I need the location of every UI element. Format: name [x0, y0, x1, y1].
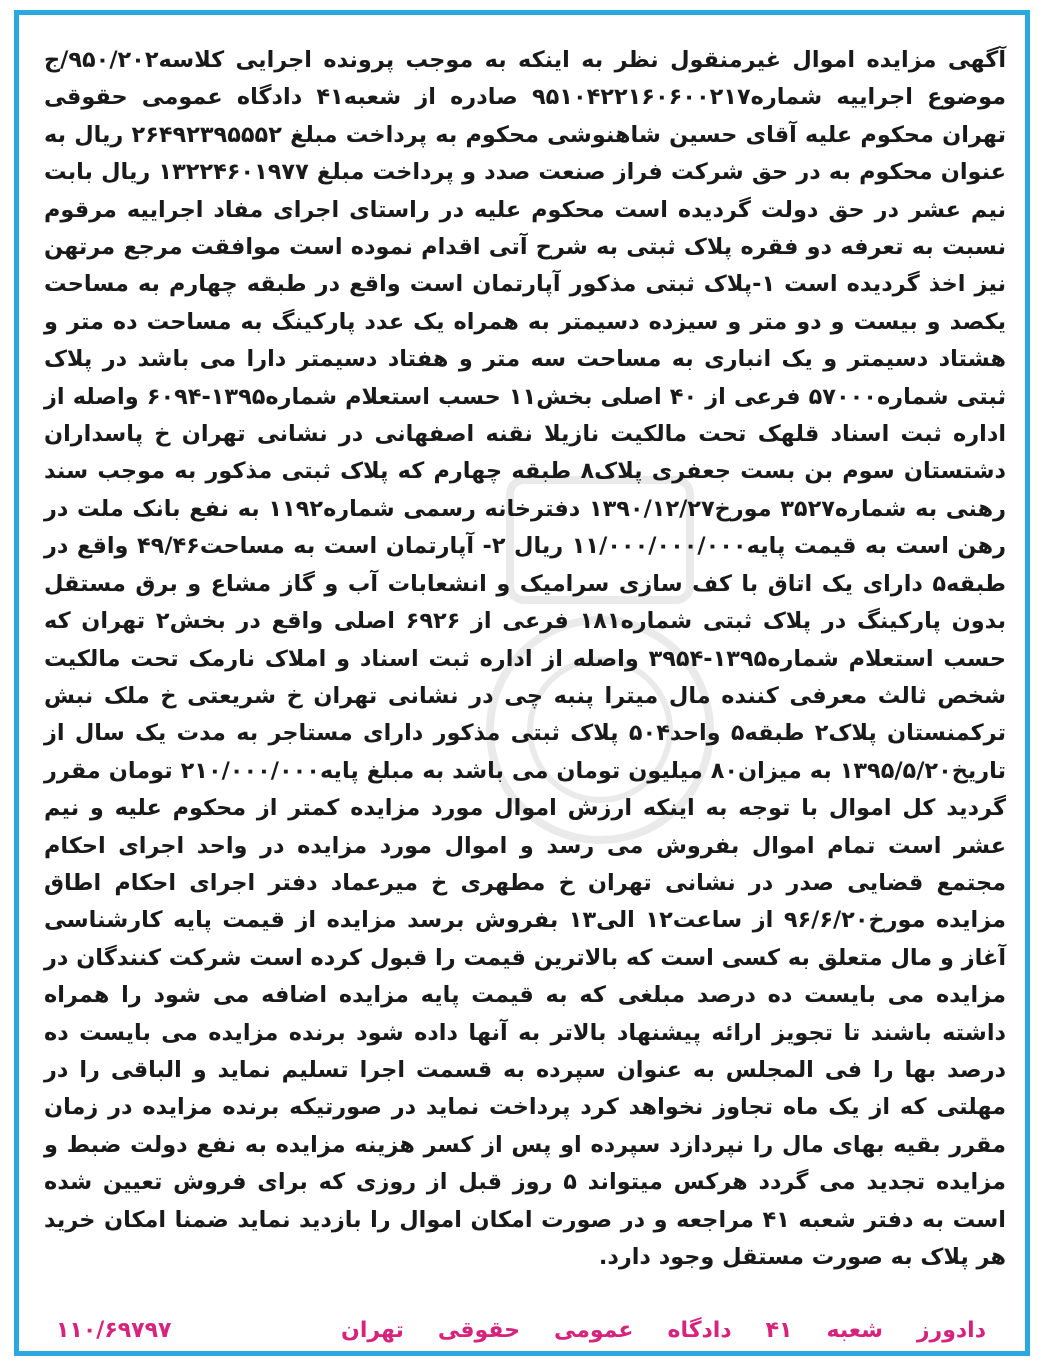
- notice-footer: [56, 1318, 986, 1354]
- footer-signature: [307, 1318, 986, 1343]
- signature-word: شعبه: [826, 1318, 883, 1343]
- signature-word: دادورز: [916, 1318, 986, 1343]
- signature-word: حقوقی: [437, 1318, 520, 1343]
- footer-reference-code: ۱۱۰/۶۹۷۹۷: [56, 1318, 172, 1343]
- signature-word: عمومی: [554, 1318, 634, 1343]
- signature-word: تهران: [341, 1318, 404, 1343]
- signature-word: دادگاه: [667, 1318, 732, 1343]
- notice-body-text: آگهی مزایده اموال غیرمنقول نظر به اینکه به موجب پرونده اجرایی کلاسه۹۵۰/۲۰۲/ج موضوع اجراییه شماره۹۵۱۰۴۲۲۱۶۰۶۰۰۲۱۷ صادره از شعبه۴۱ دادگاه عمومی حقوقی تهران محکوم علیه آقای حسین شاهنوشی محکوم به پرداخت مبلغ ۲۶۴۹۲۳۹۵۵۵۲ ریال به عنوان محکوم به در حق شرکت فراز صنعت صدد و پرداخت مبلغ ۱۳۲۲۴۶۰۱۹۷۷ ریال بابت نیم عشر در حق دولت گردیده است محکوم علیه در راستای اجرای مفاد اجراییه مرقوم نسبت به تعرفه دو فقره پلاک ثبتی به شرح آتی اقدام نموده است موافقت مرجع مرتهن نیز اخذ گردیده است ۱-پلاک ثبتی مذکور آپارتمان است واقع در طبقه چهارم به مساحت یکصد و بیست و دو متر و سیزده دسیمتر به همراه یک عدد پارکینگ به مساحت ده متر و هشتاد دسیمتر و یک انباری به مساحت سه متر و هفتاد دسیمتر دارا می باشد در پلاک ثبتی شماره۵۷۰۰۰ فرعی از ۴۰ اصلی بخش۱۱ حسب استعلام شماره۱۳۹۵-۶۰۹۴ واصله از اداره ثبت اسناد قلهک تحت مالکیت نازیلا نقنه اصفهانی در نشانی تهران خ پاسداران دشتستان سوم بن بست جعفری پلاک۸ طبقه چهارم که پلاک ثبتی مذکور به موجب سند رهنی به شماره۳۵۲۷ مورخ۱۳۹۰/۱۲/۲۷ دفترخانه رسمی شماره۱۱۹۲ به نفع بانک ملت در رهن است به قیمت پایه۱۱/۰۰۰/۰۰۰/۰۰۰ ریال ۲- آپارتمان است به مساحت۴۹/۴۶ واقع در طبقه۵ دارای یک اتاق با کف سازی سرامیک و انشعابات آب و گاز مشاع و برق مستقل بدون پارکینگ در پلاک ثبتی شماره۱۸۱ فرعی از ۶۹۲۶ اصلی واقع در بخش۲ تهران که حسب استعلام شماره۱۳۹۵-۳۹۵۴ واصله از اداره ثبت اسناد و املاک نارمک تحت مالکیت شخص ثالث معرفی کننده مال میترا پنبه چی در نشانی تهران خ شریعتی خ ملک نبش ترکمنستان پلاک۲ طبقه۵ واحد۵۰۴ پلاک ثبتی مذکور دارای مستاجر به مدت یک سال از تاریخ۱۳۹۵/۵/۲۰ به میزان۸۰ میلیون تومان می باشد به مبلغ پایه۲۱۰/۰۰۰/۰۰۰ تومان مقرر گردید کل اموال با توجه به اینکه ارزش اموال مورد مزایده کمتر از محکوم علیه و نیم عشر است تمام اموال بفروش می رسد و اموال مورد مزایده در واحد اجرای احکام مجتمع قضایی صدر در نشانی تهران خ مطهری خ میرعماد دفتر اجرای احکام اطاق مزایده مورخ۹۶/۶/۲۰ از ساعت۱۲ الی۱۳ بفروش برسد مزایده از قیمت پایه کارشناسی آغاز و مال متعلق به کسی است که بالاترین قیمت را قبول کرده است شرکت کنندگان در مزایده می بایست ده درصد مبلغی که به قیمت پایه مزایده اضافه می شود را همراه داشته باشند تا تجویز ارائه پیشنهاد بالاتر به آنها داده شود برنده مزایده می بایست ده درصد بها را فی المجلس به عنوان سپرده به قسمت اجرا تسلیم نماید و الباقی را در مهلتی که از یک ماه تجاوز نخواهد کرد پرداخت نماید در صورتیکه برنده مزایده در زمان مقرر بقیه بهای مال را نپردازد سپرده او پس از کسر هزینه مزایده به نفع دولت ضبط و مزایده تجدید می گردد هرکس میتواند ۵ روز قبل از روزی که برای فروش تعیین شده است به دفتر شعبه ۴۱ مراجعه و در صورت امکان اموال را بازدید نماید ضمنا امکان خرید هر پلاک به صورت مستقل وجود دارد.: [44, 47, 1006, 1270]
- signature-word: ۴۱: [765, 1318, 793, 1343]
